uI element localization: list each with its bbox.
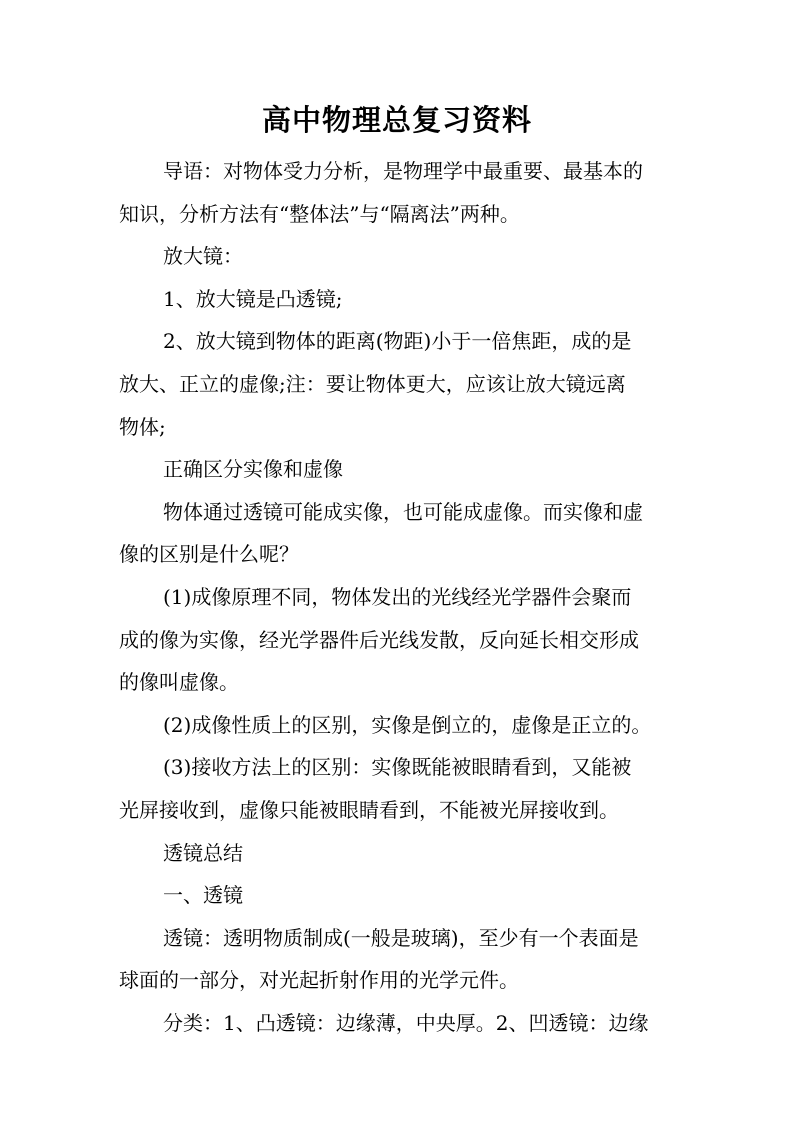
body-text-line: 放大、正立的虚像;注：要让物体更大，应该让放大镜远离: [119, 371, 626, 396]
body-text-line: 物体通过透镜可能成实像，也可能成虚像。而实像和虚: [163, 499, 643, 524]
body-text-line: 的像叫虚像。: [119, 670, 239, 695]
body-text-line: 导语：对物体受力分析，是物理学中最重要、最基本的: [163, 159, 643, 183]
document-body: [119, 150, 679, 1044]
body-text-line: 1、放大镜是凸透镜;: [163, 286, 343, 311]
body-text-line: 透镜：透明物质制成(一般是玻璃)，至少有一个表面是: [163, 925, 639, 950]
body-text-line: (1)成像原理不同，物体发出的光线经光学器件会聚而: [163, 584, 632, 609]
body-text-line: 知识，分析方法有“整体法”与“隔离法”两种。: [119, 201, 520, 226]
body-text-line: 像的区别是什么呢？: [119, 542, 299, 567]
body-text-line: (3)接收方法上的区别：实像既能被眼睛看到，又能被: [163, 755, 632, 780]
body-text-line: 正确区分实像和虚像: [163, 457, 343, 482]
body-text-line: 球面的一部分，对光起折射作用的光学元件。: [119, 968, 519, 993]
body-text-line: 物体;: [119, 414, 166, 439]
body-text-line: 2、放大镜到物体的距离(物距)小于一倍焦距，成的是: [163, 329, 632, 354]
body-text-line: (2)成像性质上的区别，实像是倒立的，虚像是正立的。: [163, 712, 652, 737]
body-text-line: 放大镜：: [163, 244, 243, 269]
body-text-line: 透镜总结: [163, 840, 243, 865]
body-text-line: 分类：1、凸透镜：边缘薄，中央厚。2、凹透镜：边缘: [163, 1010, 649, 1035]
body-text-line: 光屏接收到，虚像只能被眼睛看到，不能被光屏接收到。: [119, 797, 619, 822]
page-title: 高中物理总复习资料: [261, 103, 532, 137]
body-text-line: 成的像为实像，经光学器件后光线发散，反向延长相交形成: [119, 627, 639, 652]
body-text-line: 一、透镜: [163, 883, 243, 908]
